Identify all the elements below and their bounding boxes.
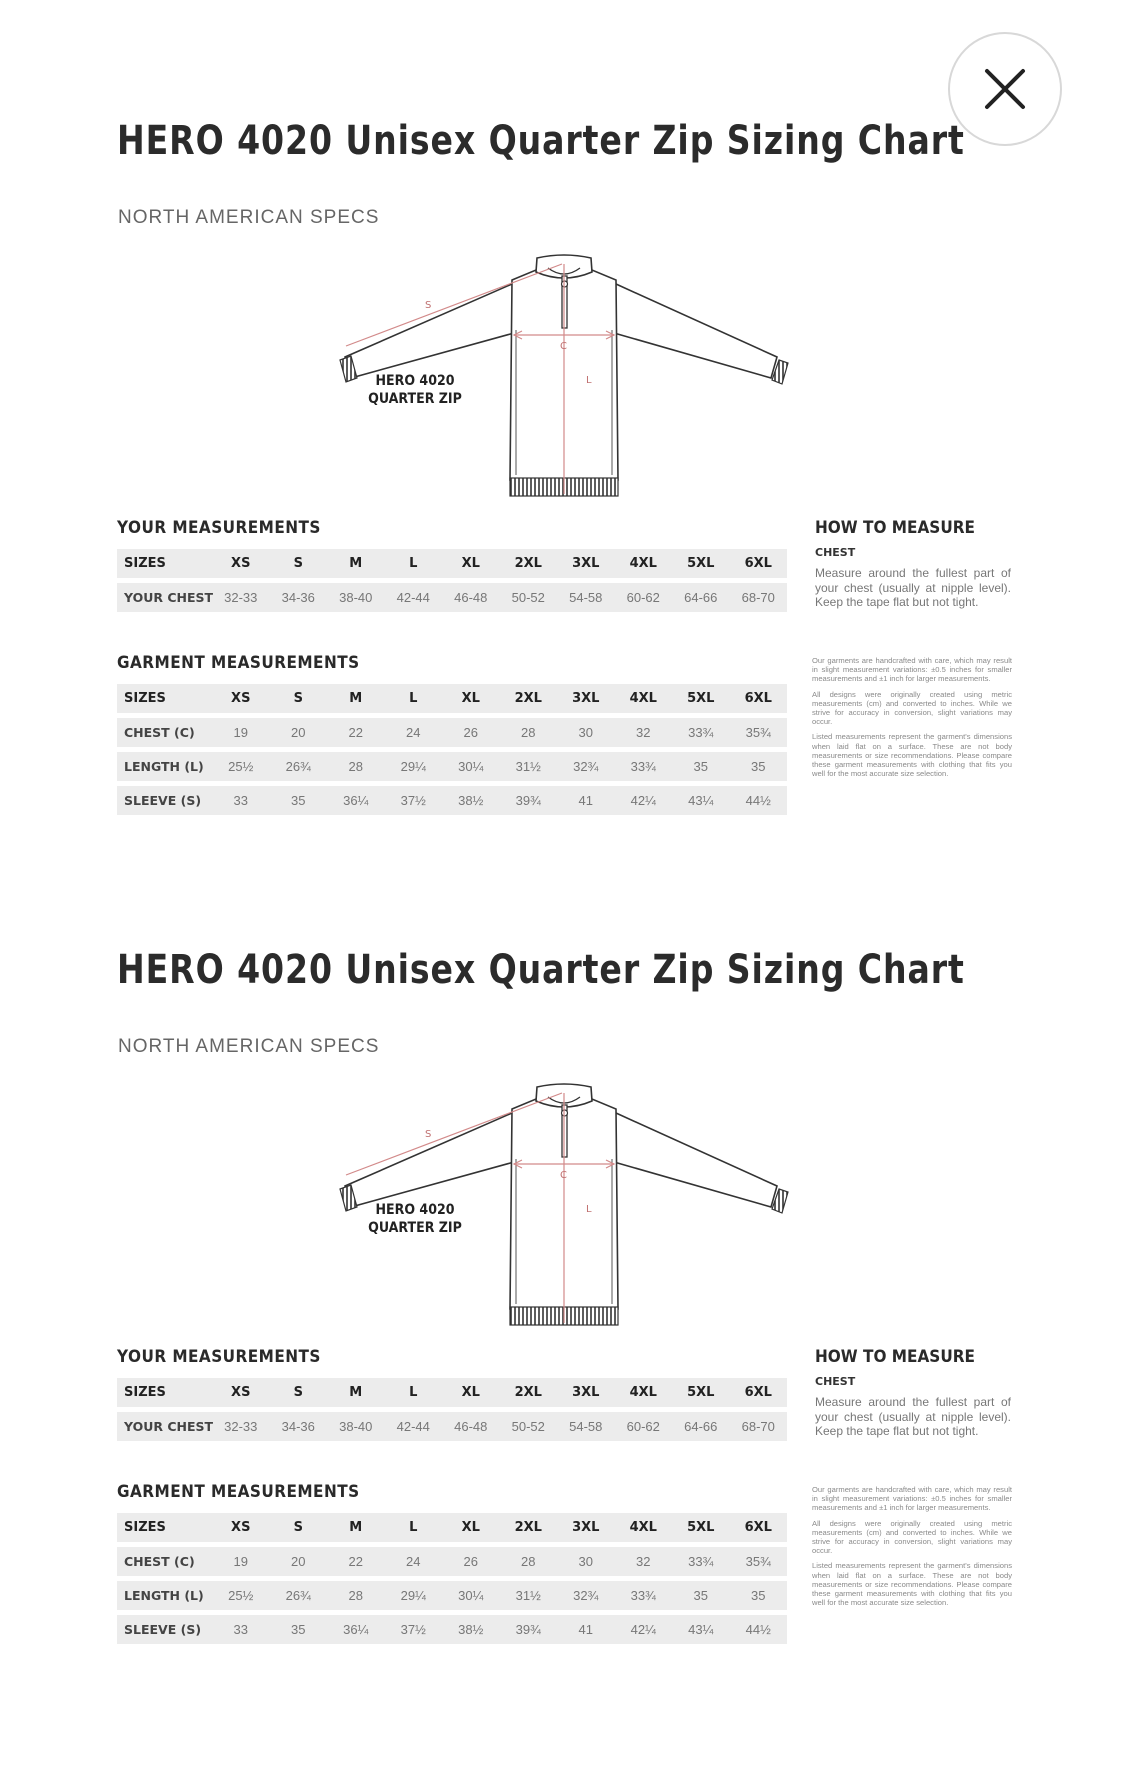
row-label: LENGTH (L) (117, 752, 212, 781)
left-sleeve (345, 1113, 514, 1207)
table-row (117, 752, 787, 781)
sizing-chart (0, 0, 1137, 830)
size-header-cell: S (270, 1513, 328, 1542)
note-paragraph: Our garments are handcrafted with care, which may result in slight measurement variations: ±0.5 inches for smaller measurements and ±1 inch for larger measurements. (812, 656, 1012, 684)
note-paragraph: All designs were originally created using metric measurements (cm) and converted to inches. While we strive for accuracy in conversion, slight variations may occur. (812, 1518, 1012, 1556)
value-cell: 42¼ (615, 786, 673, 815)
value-cell: 33 (212, 786, 270, 815)
value-cell: 35 (270, 1615, 328, 1644)
size-header-cell: 4XL (615, 1378, 673, 1407)
value-cell: 38½ (442, 1615, 500, 1644)
value-cell: 19 (212, 718, 270, 747)
value-cell: 24 (385, 718, 443, 747)
table-row (117, 718, 787, 747)
chest-mark: C (560, 1170, 567, 1181)
size-header-cell: 3XL (557, 549, 615, 578)
garment-measurements-table (117, 1508, 787, 1649)
value-cell: 28 (500, 718, 558, 747)
table-row (117, 1412, 787, 1441)
size-header-cell: L (385, 549, 443, 578)
size-header-cell: L (385, 1378, 443, 1407)
value-cell: 28 (500, 1547, 558, 1576)
length-mark: L (586, 1204, 592, 1215)
figure-label-line2: QUARTER ZIP (368, 391, 462, 407)
value-cell: 26 (442, 1547, 500, 1576)
row-label: YOUR CHEST (117, 1412, 212, 1441)
length-mark: L (586, 375, 592, 386)
value-cell: 35 (730, 1581, 788, 1610)
value-cell: 39¾ (500, 786, 558, 815)
value-cell: 28 (327, 752, 385, 781)
table-row (117, 583, 787, 612)
size-header-cell: XS (212, 1378, 270, 1407)
value-cell: 29¼ (385, 1581, 443, 1610)
figure-label-line2: QUARTER ZIP (368, 1220, 462, 1236)
value-cell: 35 (672, 752, 730, 781)
table-header-row (117, 684, 787, 713)
chart-subtitle: NORTH AMERICAN SPECS (118, 207, 380, 228)
size-header-cell: S (270, 684, 328, 713)
size-header-cell: XL (442, 1378, 500, 1407)
header-label: SIZES (117, 1378, 212, 1407)
table-header-row (117, 1378, 787, 1407)
size-header-cell: 3XL (557, 1513, 615, 1542)
value-cell: 30¼ (442, 752, 500, 781)
value-cell: 50-52 (500, 1412, 558, 1441)
your-measurements-heading: YOUR MEASUREMENTS (117, 518, 321, 538)
value-cell: 35¾ (730, 718, 788, 747)
size-header-cell: XS (212, 1513, 270, 1542)
chart-subtitle: NORTH AMERICAN SPECS (118, 1036, 380, 1057)
value-cell: 34-36 (270, 583, 328, 612)
value-cell: 32¾ (557, 1581, 615, 1610)
value-cell: 30 (557, 718, 615, 747)
sizing-chart (0, 829, 1137, 1659)
garment-measurements-heading: GARMENT MEASUREMENTS (117, 653, 360, 673)
how-to-measure-heading: HOW TO MEASURE (815, 1347, 975, 1367)
value-cell: 28 (327, 1581, 385, 1610)
value-cell: 44½ (730, 1615, 788, 1644)
value-cell: 26¾ (270, 752, 328, 781)
header-label: SIZES (117, 549, 212, 578)
size-header-cell: 6XL (730, 1378, 788, 1407)
right-sleeve (614, 1113, 777, 1207)
size-header-cell: XL (442, 1513, 500, 1542)
value-cell: 38-40 (327, 1412, 385, 1441)
value-cell: 60-62 (615, 583, 673, 612)
value-cell: 26¾ (270, 1581, 328, 1610)
size-header-cell: 4XL (615, 549, 673, 578)
size-header-cell: 6XL (730, 549, 788, 578)
how-to-measure-sub: CHEST (815, 1375, 856, 1388)
table-header-row (117, 549, 787, 578)
notes (812, 1485, 1012, 1613)
row-label: CHEST (C) (117, 718, 212, 747)
value-cell: 33¾ (672, 1547, 730, 1576)
size-header-cell: 6XL (730, 684, 788, 713)
table-row (117, 786, 787, 815)
note-paragraph: Listed measurements represent the garment's dimensions when laid flat on a surface. These are not body measurements or size recommendations. Please compare these garment measurements with clothing that fits you well for the most accurate size selection. (812, 1561, 1012, 1608)
size-header-cell: S (270, 549, 328, 578)
size-header-cell: 5XL (672, 1378, 730, 1407)
table-header-row (117, 1513, 787, 1542)
value-cell: 30¼ (442, 1581, 500, 1610)
size-header-cell: 2XL (500, 549, 558, 578)
size-header-cell: 2XL (500, 1513, 558, 1542)
your-measurements-table (117, 544, 787, 617)
value-cell: 60-62 (615, 1412, 673, 1441)
row-label: CHEST (C) (117, 1547, 212, 1576)
value-cell: 20 (270, 1547, 328, 1576)
value-cell: 43¼ (672, 1615, 730, 1644)
value-cell: 64-66 (672, 1412, 730, 1441)
value-cell: 31½ (500, 752, 558, 781)
value-cell: 41 (557, 1615, 615, 1644)
value-cell: 31½ (500, 1581, 558, 1610)
row-label: SLEEVE (S) (117, 1615, 212, 1644)
size-header-cell: 5XL (672, 684, 730, 713)
note-paragraph: Our garments are handcrafted with care, which may result in slight measurement variations: ±0.5 inches for smaller measurements and ±1 inch for larger measurements. (812, 1485, 1012, 1513)
value-cell: 33¾ (615, 1581, 673, 1610)
quarter-zip-diagram (330, 250, 800, 510)
your-measurements-table (117, 1373, 787, 1446)
how-to-measure-sub: CHEST (815, 546, 856, 559)
size-header-cell: S (270, 1378, 328, 1407)
size-header-cell: XL (442, 684, 500, 713)
row-label: YOUR CHEST (117, 583, 212, 612)
row-label: SLEEVE (S) (117, 786, 212, 815)
value-cell: 42-44 (385, 583, 443, 612)
value-cell: 33¾ (615, 752, 673, 781)
value-cell: 68-70 (730, 583, 788, 612)
value-cell: 19 (212, 1547, 270, 1576)
size-header-cell: M (327, 684, 385, 713)
value-cell: 38-40 (327, 583, 385, 612)
chart-title: HERO 4020 Unisex Quarter Zip Sizing Chart (117, 947, 965, 993)
notes (812, 656, 1012, 784)
size-header-cell: XS (212, 684, 270, 713)
size-header-cell: 4XL (615, 684, 673, 713)
value-cell: 36¼ (327, 786, 385, 815)
value-cell: 46-48 (442, 1412, 500, 1441)
size-header-cell: 2XL (500, 684, 558, 713)
value-cell: 36¼ (327, 1615, 385, 1644)
your-measurements-body (117, 1378, 787, 1441)
chest-mark: C (560, 341, 567, 352)
value-cell: 24 (385, 1547, 443, 1576)
value-cell: 30 (557, 1547, 615, 1576)
value-cell: 25½ (212, 1581, 270, 1610)
your-measurements-heading: YOUR MEASUREMENTS (117, 1347, 321, 1367)
value-cell: 25½ (212, 752, 270, 781)
value-cell: 32-33 (212, 583, 270, 612)
value-cell: 39¾ (500, 1615, 558, 1644)
value-cell: 42-44 (385, 1412, 443, 1441)
size-header-cell: 6XL (730, 1513, 788, 1542)
value-cell: 35 (730, 752, 788, 781)
value-cell: 35 (672, 1581, 730, 1610)
size-header-cell: 5XL (672, 549, 730, 578)
size-header-cell: 5XL (672, 1513, 730, 1542)
value-cell: 32 (615, 1547, 673, 1576)
value-cell: 46-48 (442, 583, 500, 612)
note-paragraph: Listed measurements represent the garment's dimensions when laid flat on a surface. These are not body measurements or size recommendations. Please compare these garment measurements with clothing that fits you well for the most accurate size selection. (812, 732, 1012, 779)
value-cell: 33 (212, 1615, 270, 1644)
size-header-cell: L (385, 1513, 443, 1542)
sleeve-mark: S (425, 300, 432, 311)
value-cell: 32¾ (557, 752, 615, 781)
size-header-cell: XL (442, 549, 500, 578)
table-row (117, 1581, 787, 1610)
your-measurements-body (117, 549, 787, 612)
size-header-cell: M (327, 549, 385, 578)
value-cell: 54-58 (557, 1412, 615, 1441)
value-cell: 33¾ (672, 718, 730, 747)
size-header-cell: 2XL (500, 1378, 558, 1407)
left-sleeve (345, 284, 514, 378)
value-cell: 22 (327, 718, 385, 747)
value-cell: 34-36 (270, 1412, 328, 1441)
size-header-cell: 3XL (557, 1378, 615, 1407)
how-to-measure-text: Measure around the fullest part of your chest (usually at nipple level). Keep the tape flat but not tight. (815, 1395, 1011, 1438)
row-label: LENGTH (L) (117, 1581, 212, 1610)
value-cell: 42¼ (615, 1615, 673, 1644)
quarter-zip-diagram (330, 1079, 800, 1339)
value-cell: 50-52 (500, 583, 558, 612)
value-cell: 38½ (442, 786, 500, 815)
size-header-cell: 4XL (615, 1513, 673, 1542)
value-cell: 32-33 (212, 1412, 270, 1441)
table-row (117, 1547, 787, 1576)
value-cell: 22 (327, 1547, 385, 1576)
size-header-cell: XS (212, 549, 270, 578)
size-header-cell: 3XL (557, 684, 615, 713)
value-cell: 29¼ (385, 752, 443, 781)
garment-measurements-body (117, 684, 787, 815)
value-cell: 20 (270, 718, 328, 747)
size-header-cell: L (385, 684, 443, 713)
garment-measurements-table (117, 679, 787, 820)
value-cell: 35 (270, 786, 328, 815)
value-cell: 35¾ (730, 1547, 788, 1576)
header-label: SIZES (117, 1513, 212, 1542)
value-cell: 37½ (385, 1615, 443, 1644)
garment-measurements-body (117, 1513, 787, 1644)
value-cell: 37½ (385, 786, 443, 815)
note-paragraph: All designs were originally created using metric measurements (cm) and converted to inches. While we strive for accuracy in conversion, slight variations may occur. (812, 689, 1012, 727)
size-header-cell: M (327, 1513, 385, 1542)
size-header-cell: M (327, 1378, 385, 1407)
chart-title: HERO 4020 Unisex Quarter Zip Sizing Chart (117, 118, 965, 164)
value-cell: 68-70 (730, 1412, 788, 1441)
value-cell: 54-58 (557, 583, 615, 612)
value-cell: 32 (615, 718, 673, 747)
value-cell: 43¼ (672, 786, 730, 815)
value-cell: 26 (442, 718, 500, 747)
value-cell: 41 (557, 786, 615, 815)
right-sleeve (614, 284, 777, 378)
how-to-measure-heading: HOW TO MEASURE (815, 518, 975, 538)
header-label: SIZES (117, 684, 212, 713)
table-row (117, 1615, 787, 1644)
garment-measurements-heading: GARMENT MEASUREMENTS (117, 1482, 360, 1502)
figure-label-line1: HERO 4020 (375, 1202, 455, 1218)
sleeve-mark: S (425, 1129, 432, 1140)
value-cell: 44½ (730, 786, 788, 815)
figure-label-line1: HERO 4020 (375, 373, 455, 389)
how-to-measure-text: Measure around the fullest part of your chest (usually at nipple level). Keep the tape flat but not tight. (815, 566, 1011, 609)
value-cell: 64-66 (672, 583, 730, 612)
